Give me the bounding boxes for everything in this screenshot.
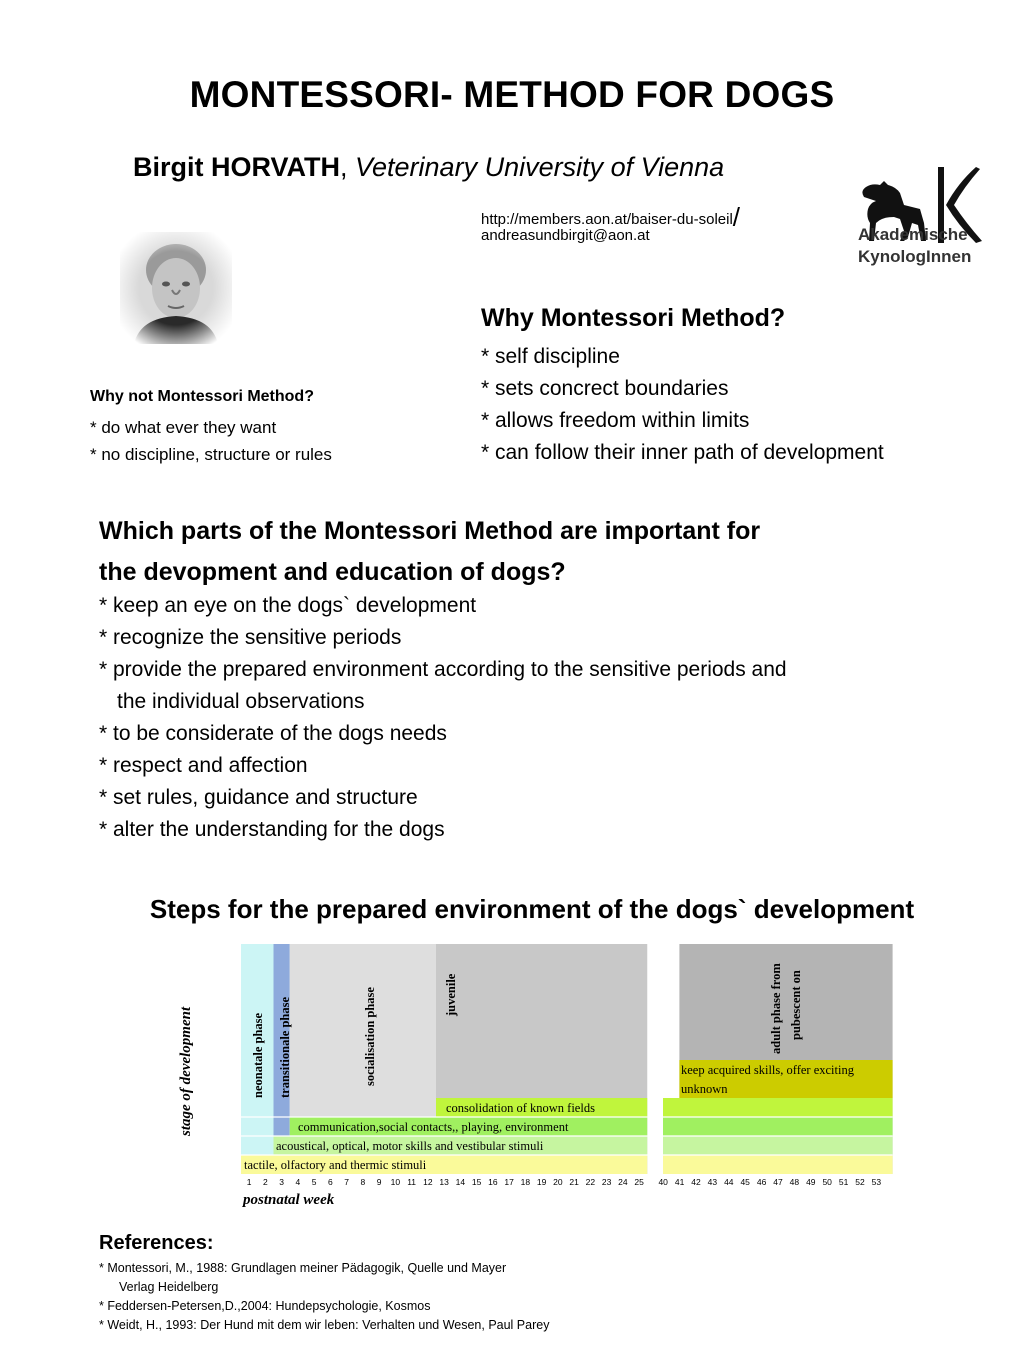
why-not-item: * do what ever they want [90,418,277,437]
week-tick-label: 43 [707,1177,718,1187]
week-tick-label: 14 [455,1177,466,1187]
which-item: * provide the prepared environment according to the sensitive periods and [99,658,787,681]
author-name: Birgit HORVATH [133,152,340,182]
week-tick-label: 9 [376,1177,382,1187]
stage-band [663,1117,893,1136]
week-tick-label: 50 [822,1177,832,1187]
week-tick-label: 47 [773,1177,783,1187]
week-tick-label: 40 [658,1177,668,1187]
week-tick-label: 42 [691,1177,701,1187]
band-label: consolidation of known fields [446,1101,595,1115]
which-item: * alter the understanding for the dogs [99,818,445,841]
stage-band [663,1098,893,1117]
week-tick-label: 41 [674,1177,685,1187]
steps-heading: Steps for the prepared environment of the dogs` development [149,894,915,924]
which-item: the individual observations [117,690,365,713]
author-separator: , [340,152,356,182]
why-item: * can follow their inner path of development [481,441,884,464]
why-item: * sets concrect boundaries [481,377,729,400]
which-heading-line-1: Which parts of the Montessori Method are important for [99,517,761,545]
why-item: * allows freedom within limits [481,409,750,432]
x-axis-label: postnatal week [243,1192,335,1208]
week-tick-label: 16 [488,1177,498,1187]
stage-band [663,1136,893,1155]
band-label: unknown [681,1082,728,1096]
phase-label: transitionale phase [278,996,292,1098]
week-tick-label: 24 [618,1177,628,1187]
week-tick-label: 45 [740,1177,750,1187]
section-gap [648,944,662,1176]
logo-line-1: Akademische [858,225,968,244]
why-heading: Why Montessori Method? [481,304,786,332]
which-heading-line-2: the devopment and education of dogs? [99,558,566,586]
week-tick-label: 51 [838,1177,849,1187]
phase-label: adult phase from [769,963,783,1054]
which-item: * keep an eye on the dogs` development [99,594,477,617]
phase-label: pubescent on [789,970,803,1040]
week-tick-label: 44 [724,1177,734,1187]
reference-item: * Montessori, M., 1988: Grundlagen meiner Pädagogik, Quelle und Mayer [99,1261,507,1275]
week-tick-label: 12 [423,1177,433,1187]
week-tick-label: 20 [553,1177,563,1187]
why-not-item: * no discipline, structure or rules [90,445,332,464]
website-url-text: http://members.aon.at/baiser-du-soleil [481,211,733,228]
email-address: andreasundbirgit@aon.at [481,227,650,244]
which-item: * to be considerate of the dogs needs [99,722,447,745]
page-title: MONTESSORI- METHOD FOR DOGS [189,74,835,115]
author-affiliation: Veterinary University of Vienna [355,152,725,182]
reference-item: * Weidt, H., 1993: Der Hund mit dem wir leben: Verhalten und Wesen, Paul Parey [99,1318,550,1332]
which-item: * recognize the sensitive periods [99,626,402,649]
week-tick-label: 52 [855,1177,865,1187]
reference-item: * Feddersen-Petersen,D.,2004: Hundepsychologie, Kosmos [99,1299,431,1313]
week-tick-label: 7 [344,1177,349,1187]
week-tick-label: 13 [439,1177,449,1187]
week-tick-label: 48 [789,1177,800,1187]
week-tick-label: 18 [520,1177,531,1187]
week-tick-label: 4 [295,1177,301,1187]
week-tick-label: 10 [390,1177,401,1187]
week-tick-label: 2 [263,1177,268,1187]
references-list [99,1259,549,1335]
week-tick-label: 21 [569,1177,579,1187]
which-item: * respect and affection [99,754,308,777]
reference-item: Verlag Heidelberg [119,1280,219,1294]
y-axis-label: stage of development [178,1006,194,1136]
which-item: * set rules, guidance and structure [99,786,418,809]
week-tick-label: 11 [407,1177,417,1187]
band-label: acoustical, optical, motor skills and vestibular stimuli [276,1139,544,1153]
stage-band [663,1155,893,1174]
week-tick-label: 53 [871,1177,882,1187]
week-tick-label: 15 [471,1177,482,1187]
week-tick-label: 5 [311,1177,317,1187]
band-label: communication,social contacts,, playing, environment [298,1120,569,1134]
phase-label: socialisation phase [363,987,377,1086]
week-tick-label: 17 [504,1177,514,1187]
why-item: * self discipline [481,345,620,368]
phase-label: juvenile [444,973,458,1016]
url-slash: / [732,202,741,232]
week-tick-label: 22 [585,1177,596,1187]
week-tick-label: 6 [328,1177,333,1187]
phase-label: neonatale phase [251,1012,265,1098]
week-tick-label: 19 [536,1177,547,1187]
week-tick-label: 3 [279,1177,284,1187]
week-tick-label: 23 [601,1177,612,1187]
week-tick-label: 46 [756,1177,767,1187]
week-tick-label: 25 [634,1177,644,1187]
week-tick-label: 8 [360,1177,366,1187]
band-label: tactile, olfactory and thermic stimuli [244,1158,427,1172]
week-tick-label: 1 [246,1177,252,1187]
band-label: keep acquired skills, offer exciting [681,1063,854,1077]
why-not-heading: Why not Montessori Method? [90,388,314,405]
logo-line-2: KynologInnen [858,247,972,266]
references-heading: References: [99,1232,214,1254]
week-tick-label: 49 [806,1177,816,1187]
